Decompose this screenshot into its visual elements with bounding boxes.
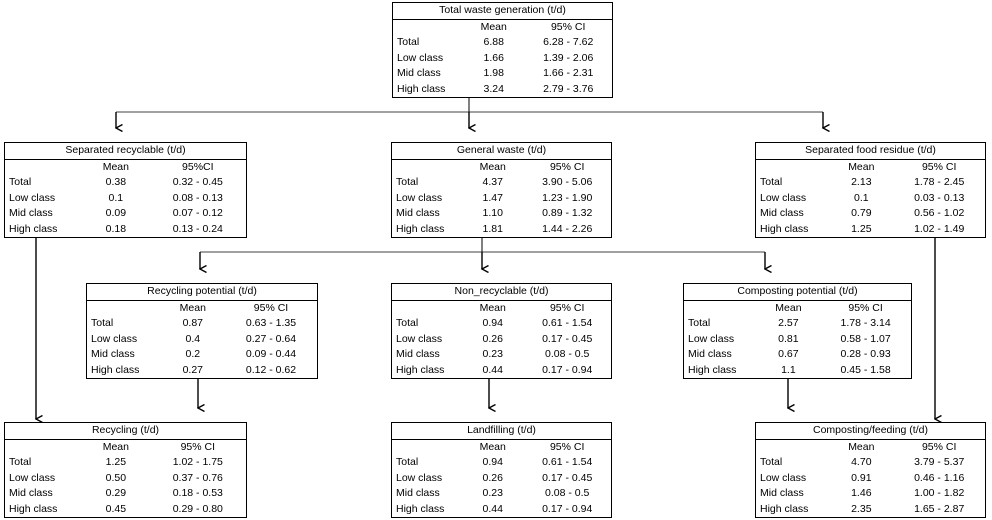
row-label: Low class bbox=[9, 191, 56, 204]
row-ci: 6.28 - 7.62 bbox=[543, 36, 594, 48]
table-row bbox=[756, 486, 985, 502]
row-ci: 0.08 - 0.5 bbox=[545, 487, 590, 499]
table-row bbox=[87, 332, 317, 348]
row-ci: 0.89 - 1.32 bbox=[542, 207, 593, 219]
row-mean: 0.87 bbox=[182, 317, 203, 329]
row-mean: 6.88 bbox=[483, 36, 504, 48]
node-title: Separated food residue (t/d) bbox=[756, 143, 985, 160]
row-mean: 3.24 bbox=[483, 82, 504, 95]
node-total-waste-generation bbox=[392, 2, 613, 98]
table-row bbox=[5, 471, 246, 487]
node-composting-potential bbox=[683, 283, 912, 379]
header-ci: 95% CI bbox=[253, 301, 289, 314]
row-ci: 0.08 - 0.5 bbox=[545, 348, 590, 360]
table-row bbox=[5, 222, 246, 238]
table-row bbox=[684, 347, 911, 363]
header-label bbox=[756, 440, 829, 456]
row-ci: 0.12 - 0.62 bbox=[245, 363, 297, 376]
table-row bbox=[87, 316, 317, 332]
row-ci: 0.45 - 1.58 bbox=[840, 363, 891, 376]
header-mean: Mean bbox=[775, 301, 802, 314]
row-mean: 0.45 bbox=[105, 502, 127, 515]
row-mean: 0.26 bbox=[482, 471, 503, 484]
header-ci: 95% CI bbox=[549, 440, 585, 453]
row-label: Mid class bbox=[397, 67, 441, 79]
row-mean: 1.66 bbox=[483, 51, 504, 64]
row-ci: 1.23 - 1.90 bbox=[542, 191, 593, 204]
row-label: Mid class bbox=[9, 487, 53, 499]
row-ci: 1.00 - 1.82 bbox=[914, 487, 965, 499]
node-non-recyclable bbox=[391, 283, 612, 379]
row-label: High class bbox=[9, 502, 58, 515]
row-ci: 0.08 - 0.13 bbox=[172, 191, 223, 204]
header-mean: Mean bbox=[102, 160, 129, 173]
row-mean: 1.25 bbox=[105, 456, 127, 468]
row-label: High class bbox=[688, 363, 737, 376]
table-header bbox=[756, 160, 985, 176]
row-ci: 1.66 - 2.31 bbox=[543, 67, 594, 79]
header-ci: 95% CI bbox=[921, 440, 957, 453]
table-row bbox=[5, 191, 246, 207]
table-row bbox=[87, 363, 317, 379]
header-ci: 95% CI bbox=[549, 301, 585, 314]
row-label: Low class bbox=[9, 471, 56, 484]
row-ci: 0.61 - 1.54 bbox=[542, 456, 593, 468]
row-ci: 0.63 - 1.35 bbox=[245, 317, 297, 329]
table-row bbox=[392, 191, 611, 207]
row-ci: 2.79 - 3.76 bbox=[543, 82, 594, 95]
row-label: High class bbox=[91, 363, 140, 376]
table-header bbox=[393, 20, 612, 36]
row-mean: 1.1 bbox=[781, 363, 796, 376]
row-label: Total bbox=[396, 456, 419, 468]
node-recycling bbox=[4, 422, 247, 518]
row-mean: 2.13 bbox=[851, 176, 872, 188]
row-mean: 0.1 bbox=[854, 191, 869, 204]
row-ci: 3.79 - 5.37 bbox=[914, 456, 965, 468]
table-row bbox=[392, 471, 611, 487]
header-mean: Mean bbox=[102, 440, 129, 453]
row-mean: 1.10 bbox=[482, 207, 503, 219]
table-row bbox=[5, 502, 246, 518]
table-row bbox=[393, 82, 612, 98]
row-label: Mid class bbox=[91, 348, 135, 360]
header-label bbox=[392, 160, 462, 176]
row-label: Total bbox=[9, 176, 32, 188]
row-label: Low class bbox=[397, 51, 444, 64]
row-mean: 1.81 bbox=[482, 222, 503, 235]
table-row bbox=[5, 455, 246, 471]
node-title: Composting/feeding (t/d) bbox=[756, 423, 985, 440]
row-ci: 0.28 - 0.93 bbox=[840, 348, 891, 360]
row-ci: 1.78 - 2.45 bbox=[914, 176, 965, 188]
row-mean: 0.4 bbox=[185, 332, 201, 345]
table-row bbox=[392, 175, 611, 191]
row-label: Low class bbox=[396, 471, 443, 484]
row-mean: 0.09 bbox=[105, 207, 127, 219]
table-row bbox=[684, 332, 911, 348]
header-ci: 95% CI bbox=[921, 160, 957, 173]
row-label: Low class bbox=[688, 332, 735, 345]
header-ci: 95% CI bbox=[549, 160, 585, 173]
row-ci: 0.17 - 0.45 bbox=[542, 471, 593, 484]
node-composting-feeding bbox=[755, 422, 986, 518]
row-mean: 1.47 bbox=[482, 191, 503, 204]
header-mean: Mean bbox=[480, 20, 507, 33]
row-ci: 1.65 - 2.87 bbox=[914, 502, 965, 515]
row-ci: 0.56 - 1.02 bbox=[914, 207, 965, 219]
row-ci: 0.09 - 0.44 bbox=[245, 348, 297, 360]
row-mean: 1.46 bbox=[851, 487, 872, 499]
row-mean: 1.25 bbox=[851, 222, 872, 235]
header-label bbox=[392, 440, 462, 456]
row-mean: 1.98 bbox=[483, 67, 504, 79]
row-mean: 4.70 bbox=[851, 456, 872, 468]
row-mean: 2.57 bbox=[778, 317, 799, 329]
row-mean: 0.81 bbox=[778, 332, 799, 345]
row-mean: 0.94 bbox=[482, 317, 503, 329]
table-row bbox=[393, 66, 612, 82]
node-general-waste bbox=[391, 142, 612, 238]
table-row bbox=[392, 455, 611, 471]
row-ci: 3.90 - 5.06 bbox=[542, 176, 593, 188]
row-label: Mid class bbox=[396, 207, 440, 219]
table-row bbox=[756, 502, 985, 518]
row-mean: 0.91 bbox=[851, 471, 872, 484]
table-header bbox=[5, 440, 246, 456]
table-row bbox=[87, 347, 317, 363]
node-separated-recyclable bbox=[4, 142, 247, 238]
node-title: Separated recyclable (t/d) bbox=[5, 143, 246, 160]
table-row bbox=[756, 206, 985, 222]
table-row bbox=[392, 332, 611, 348]
table-header bbox=[756, 440, 985, 456]
header-mean: Mean bbox=[848, 160, 875, 173]
header-label bbox=[87, 301, 161, 317]
row-mean: 0.1 bbox=[108, 191, 124, 204]
row-label: High class bbox=[9, 222, 58, 235]
header-mean: Mean bbox=[848, 440, 875, 453]
table-row bbox=[756, 175, 985, 191]
header-ci: 95%CI bbox=[182, 160, 214, 173]
row-label: Low class bbox=[396, 332, 443, 345]
row-mean: 0.44 bbox=[482, 363, 503, 376]
table-row bbox=[393, 51, 612, 67]
row-label: Total bbox=[760, 456, 783, 468]
row-label: Low class bbox=[760, 191, 807, 204]
row-ci: 0.27 - 0.64 bbox=[245, 332, 297, 345]
table-header bbox=[392, 440, 611, 456]
row-mean: 0.18 bbox=[105, 222, 127, 235]
row-label: High class bbox=[397, 82, 446, 95]
row-mean: 0.2 bbox=[185, 348, 201, 360]
table-header bbox=[392, 160, 611, 176]
row-label: Total bbox=[688, 317, 711, 329]
header-mean: Mean bbox=[479, 160, 506, 173]
row-mean: 0.44 bbox=[482, 502, 503, 515]
table-header bbox=[684, 301, 911, 317]
table-row bbox=[392, 222, 611, 238]
table-header bbox=[392, 301, 611, 317]
row-label: Total bbox=[760, 176, 783, 188]
node-title: Composting potential (t/d) bbox=[684, 284, 911, 301]
table-row bbox=[392, 502, 611, 518]
table-row bbox=[756, 222, 985, 238]
row-label: Total bbox=[397, 36, 420, 48]
row-ci: 0.29 - 0.80 bbox=[172, 502, 223, 515]
row-label: Mid class bbox=[396, 348, 440, 360]
table-row bbox=[392, 206, 611, 222]
row-label: Mid class bbox=[688, 348, 732, 360]
header-label bbox=[392, 301, 462, 317]
row-ci: 0.58 - 1.07 bbox=[840, 332, 891, 345]
row-label: Total bbox=[396, 176, 419, 188]
row-mean: 0.27 bbox=[182, 363, 203, 376]
row-label: High class bbox=[396, 502, 445, 515]
table-row bbox=[756, 191, 985, 207]
row-mean: 4.37 bbox=[482, 176, 503, 188]
table-row bbox=[392, 347, 611, 363]
row-label: High class bbox=[760, 222, 809, 235]
table-row bbox=[392, 363, 611, 379]
row-ci: 0.13 - 0.24 bbox=[172, 222, 223, 235]
row-ci: 1.44 - 2.26 bbox=[542, 222, 593, 235]
row-label: Mid class bbox=[9, 207, 53, 219]
header-label bbox=[5, 440, 82, 456]
table-row bbox=[392, 486, 611, 502]
table-row bbox=[392, 316, 611, 332]
row-label: Total bbox=[91, 317, 114, 329]
row-ci: 0.37 - 0.76 bbox=[172, 471, 223, 484]
node-title: Total waste generation (t/d) bbox=[393, 3, 612, 20]
row-ci: 0.61 - 1.54 bbox=[542, 317, 593, 329]
row-mean: 0.79 bbox=[851, 207, 872, 219]
row-label: High class bbox=[760, 502, 809, 515]
row-ci: 0.07 - 0.12 bbox=[172, 207, 223, 219]
row-ci: 0.32 - 0.45 bbox=[172, 176, 223, 188]
row-mean: 2.35 bbox=[851, 502, 872, 515]
node-title: General waste (t/d) bbox=[392, 143, 611, 160]
node-title: Landfilling (t/d) bbox=[392, 423, 611, 440]
row-label: High class bbox=[396, 363, 445, 376]
header-mean: Mean bbox=[479, 440, 506, 453]
node-title: Recycling potential (t/d) bbox=[87, 284, 317, 301]
row-mean: 0.23 bbox=[482, 348, 503, 360]
node-landfilling bbox=[391, 422, 612, 518]
node-recycling-potential bbox=[86, 283, 318, 379]
row-mean: 0.23 bbox=[482, 487, 503, 499]
header-mean: Mean bbox=[479, 301, 506, 314]
row-ci: 0.03 - 0.13 bbox=[914, 191, 965, 204]
row-ci: 1.02 - 1.49 bbox=[914, 222, 965, 235]
table-row bbox=[5, 486, 246, 502]
node-title: Non_recyclable (t/d) bbox=[392, 284, 611, 301]
row-ci: 0.17 - 0.94 bbox=[542, 502, 593, 515]
header-label bbox=[684, 301, 757, 317]
header-label bbox=[393, 20, 463, 36]
header-mean: Mean bbox=[179, 301, 206, 314]
table-header bbox=[5, 160, 246, 176]
node-title: Recycling (t/d) bbox=[5, 423, 246, 440]
row-mean: 0.26 bbox=[482, 332, 503, 345]
row-ci: 0.17 - 0.45 bbox=[542, 332, 593, 345]
row-label: Mid class bbox=[396, 487, 440, 499]
table-header bbox=[87, 301, 317, 317]
header-ci: 95% CI bbox=[180, 440, 215, 453]
row-ci: 0.18 - 0.53 bbox=[172, 487, 223, 499]
table-row bbox=[684, 363, 911, 379]
table-row bbox=[5, 206, 246, 222]
row-label: Low class bbox=[760, 471, 807, 484]
row-mean: 0.67 bbox=[778, 348, 799, 360]
table-row bbox=[393, 35, 612, 51]
table-row bbox=[756, 471, 985, 487]
row-ci: 1.39 - 2.06 bbox=[543, 51, 594, 64]
row-mean: 0.50 bbox=[105, 471, 127, 484]
row-ci: 1.78 - 3.14 bbox=[840, 317, 891, 329]
row-ci: 1.02 - 1.75 bbox=[172, 456, 223, 468]
row-mean: 0.29 bbox=[105, 487, 127, 499]
header-ci: 95% CI bbox=[848, 301, 883, 314]
header-label bbox=[5, 160, 82, 176]
header-ci: 95% CI bbox=[550, 20, 586, 33]
row-ci: 0.46 - 1.16 bbox=[914, 471, 965, 484]
table-row bbox=[5, 175, 246, 191]
table-row bbox=[756, 455, 985, 471]
row-label: Low class bbox=[91, 332, 138, 345]
header-label bbox=[756, 160, 829, 176]
row-label: High class bbox=[396, 222, 445, 235]
row-mean: 0.94 bbox=[482, 456, 503, 468]
row-label: Mid class bbox=[760, 207, 804, 219]
row-label: Total bbox=[396, 317, 419, 329]
row-label: Low class bbox=[396, 191, 443, 204]
row-mean: 0.38 bbox=[105, 176, 127, 188]
row-ci: 0.17 - 0.94 bbox=[542, 363, 593, 376]
row-label: Total bbox=[9, 456, 32, 468]
node-separated-food-residue bbox=[755, 142, 986, 238]
row-label: Mid class bbox=[760, 487, 804, 499]
table-row bbox=[684, 316, 911, 332]
